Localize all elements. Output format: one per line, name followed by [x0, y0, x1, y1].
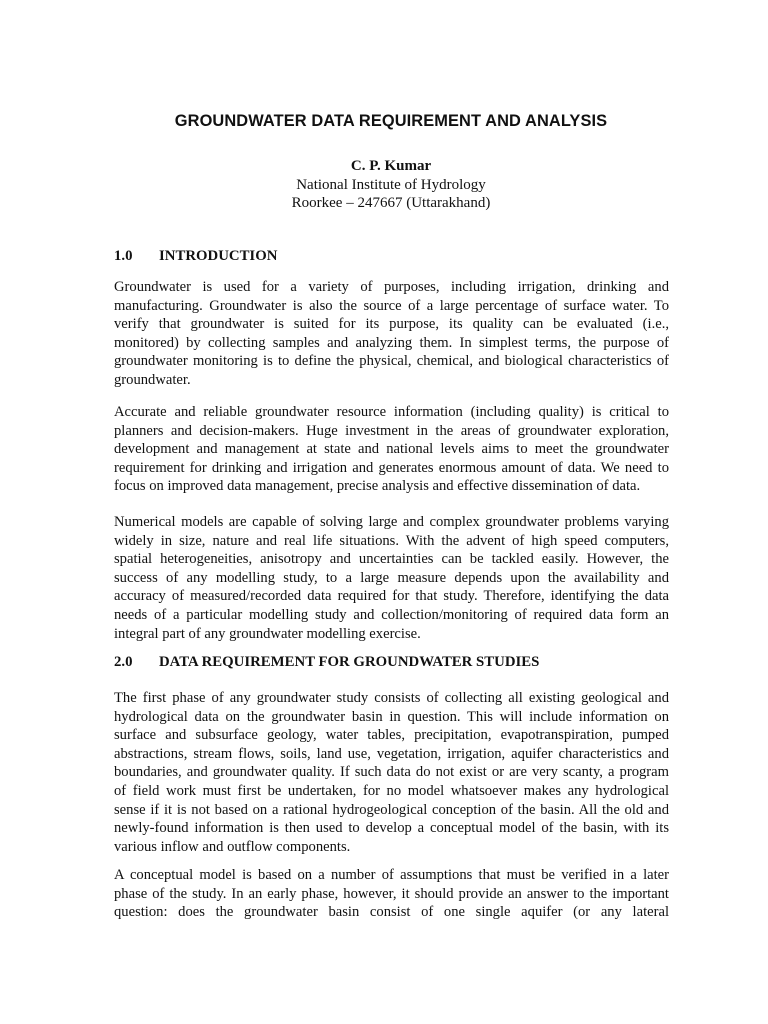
text-line: manufacturing. Groundwater is also the source of a large percentage of surface water. To: [114, 297, 669, 314]
paragraph: [114, 689, 669, 856]
section-heading-data-requirement: [114, 654, 539, 671]
text-line: Numerical models are capable of solving large and complex groundwater problems varying: [114, 514, 669, 530]
text-line: groundwater.: [114, 371, 191, 388]
author-name: C. P. Kumar: [350, 158, 432, 174]
section-number: 1.0: [114, 248, 133, 264]
text-line: various inflow and outflow components.: [114, 838, 351, 855]
text-line: focus on improved data management, precise analysis and effective dissemination of data.: [114, 478, 641, 495]
section-title: DATA REQUIREMENT FOR GROUNDWATER STUDIES: [159, 654, 540, 670]
text-line: hydrological data on the groundwater basin in question. This will include information on: [114, 708, 669, 725]
text-line: boundaries, and groundwater quality. If such data do not exist or are very scanty, a program: [114, 764, 669, 781]
text-line: integral part of any groundwater modelling exercise.: [114, 625, 421, 642]
section-heading-introduction: [114, 248, 277, 265]
text-line: widely in size, nature and real life situations. With the advent of high speed computers,: [114, 532, 669, 549]
text-line: question: does the groundwater basin consist of one single aquifer (or any lateral: [114, 904, 669, 921]
text-line: A conceptual model is based on a number of assumptions that must be verified in a later: [114, 867, 669, 883]
text-line: phase of the study. In an early phase, however, it should provide an answer to the important: [114, 885, 669, 902]
text-line: success of any modelling study, to a large measure depends upon the availability and: [114, 569, 669, 586]
text-line: abstractions, stream flows, soils, land use, vegetation, irrigation, aquifer characteristics and: [114, 745, 669, 762]
section-number: 2.0: [114, 654, 133, 670]
text-line: planners and decision-makers. Huge investment in the areas of groundwater exploration,: [114, 422, 669, 439]
text-line: development and management at state and national levels aims to meet the groundwater: [114, 441, 669, 458]
paragraph: [114, 403, 669, 496]
document-title: GROUNDWATER DATA REQUIREMENT AND ANALYSIS: [174, 112, 608, 130]
text-line: spatial heterogeneities, anisotropy and uncertainties can be tackled easily. However, the: [114, 551, 669, 568]
text-line: The first phase of any groundwater study consists of collecting all existing geological and: [114, 690, 669, 706]
text-line: newly-found information is then used to develop a conceptual model of the basin, with its: [114, 820, 669, 837]
affiliation-line-2: Roorkee – 247667 (Uttarakhand): [291, 195, 491, 211]
text-line: needs of a particular modelling study and collection/monitoring of required data form an: [114, 606, 669, 623]
text-line: groundwater monitoring is to define the physical, chemical, and biological characteristics of: [114, 353, 669, 370]
paragraph: [114, 278, 669, 390]
text-line: verify that groundwater is suited for its purpose, its quality can be evaluated (i.e.,: [114, 316, 669, 333]
paragraph: [114, 866, 669, 922]
text-line: monitored) by collecting samples and analyzing them. In simplest terms, the purpose of: [114, 334, 669, 351]
text-line: accuracy of measured/recorded data required for that study. Therefore, identifying the data: [114, 588, 669, 605]
text-line: Groundwater is used for a variety of purposes, including irrigation, drinking and: [114, 279, 669, 295]
affiliation-line-1: National Institute of Hydrology: [296, 176, 486, 193]
section-title: INTRODUCTION: [159, 248, 278, 264]
text-line: surface and subsurface geology, water tables, precipitation, evapotranspiration, pumped: [114, 727, 669, 744]
text-line: of field work must first be undertaken, for no model whatsoever makes any hydrological: [114, 782, 669, 799]
text-line: Accurate and reliable groundwater resource information (including quality) is critical to: [114, 404, 669, 420]
paragraph: [114, 513, 669, 643]
author-block: [0, 157, 768, 213]
text-line: requirement for drinking and irrigation and generates enormous amount of data. We need to: [114, 459, 669, 476]
text-line: sense if it is not based on a rational hydrogeological conception of the basin. All the old and: [114, 801, 669, 818]
